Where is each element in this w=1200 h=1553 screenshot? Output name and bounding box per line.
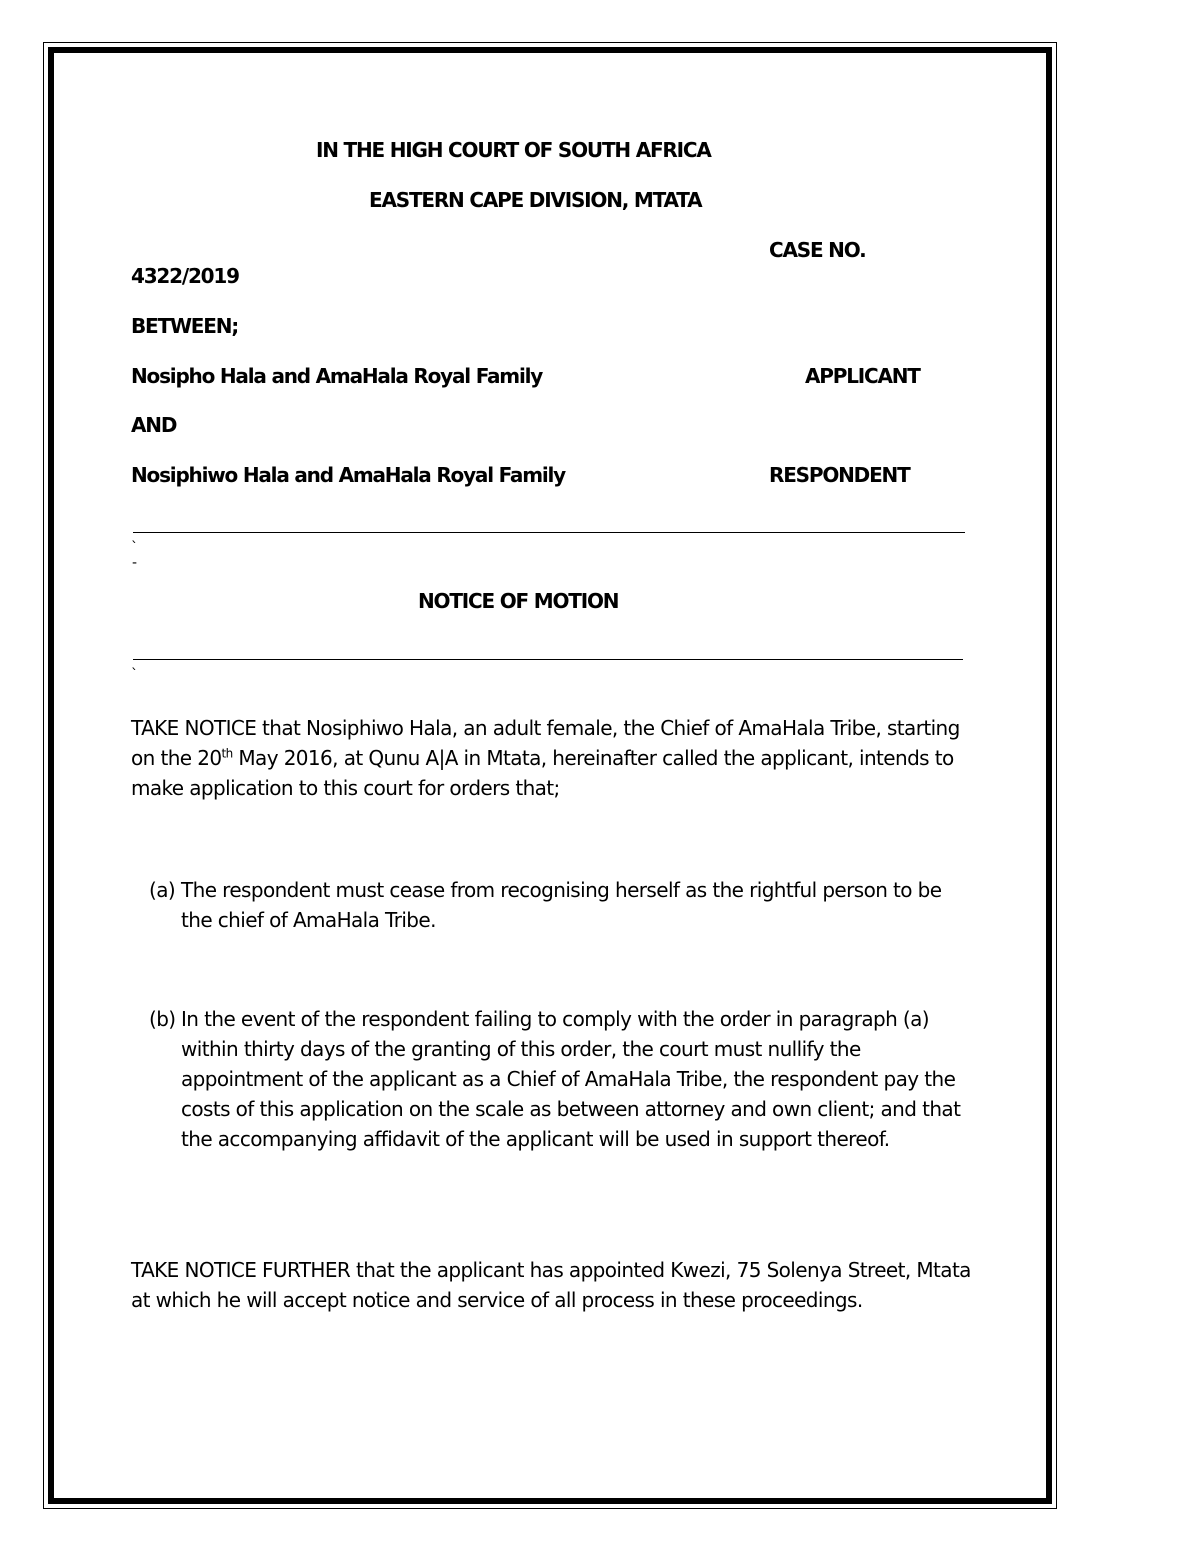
applicant-name: Nosipho Hala and AmaHala Royal Family (131, 364, 543, 388)
order-text: The respondent must cease from recognising herself as the rightful person to be the chief of AmaHala Tribe. (181, 878, 942, 932)
order-marker: (b) (149, 1007, 176, 1031)
further-notice-paragraph: TAKE NOTICE FURTHER that the applicant has appointed Kwezi, 75 Solenya Street, Mtata at which he will accept notice and service of all process in these proceedings. (131, 1258, 971, 1312)
order-item (149, 1004, 979, 1194)
stray-mark: ` (131, 667, 138, 683)
order-text: In the event of the respondent failing to comply with the order in paragraph (a) within thirty days of the granting of this order, the court must nullify the appointment of the applicant as a Chief of AmaHala Tribe, the respondent pay the costs of this application on the scale as between attorney and own client; and that the accompanying affidavit of the applicant will be used in support thereof. (181, 1007, 961, 1151)
respondent-name: Nosiphiwo Hala and AmaHala Royal Family (131, 463, 566, 487)
notice-text-part1: TAKE NOTICE that Nosiphiwo Hala, an adult female, the Chief of AmaHala Tribe, starting on the 20 (131, 716, 960, 770)
order-item (149, 875, 979, 945)
order-marker: (a) (149, 878, 176, 902)
and-label: AND (131, 413, 177, 437)
respondent-role: RESPONDENT (769, 463, 910, 487)
ordinal-superscript: th (221, 746, 233, 761)
stray-mark: - (132, 555, 138, 571)
case-number: 4322/2019 (131, 264, 239, 288)
between-label: BETWEEN; (131, 314, 239, 338)
applicant-role: APPLICANT (805, 364, 920, 388)
court-division: EASTERN CAPE DIVISION, MTATA (369, 188, 702, 212)
notice-text-part2: May 2016, at Qunu A|A in Mtata, hereinafter called the applicant, intends to make application to this court for orders that; (131, 746, 954, 800)
court-title: IN THE HIGH COURT OF SOUTH AFRICA (316, 138, 711, 162)
stray-mark: ` (131, 540, 138, 556)
divider-bottom (133, 659, 963, 660)
case-number-label: CASE NO. (769, 238, 866, 262)
document-title: NOTICE OF MOTION (418, 589, 619, 613)
notice-paragraph (131, 713, 976, 803)
divider-top (133, 532, 965, 533)
